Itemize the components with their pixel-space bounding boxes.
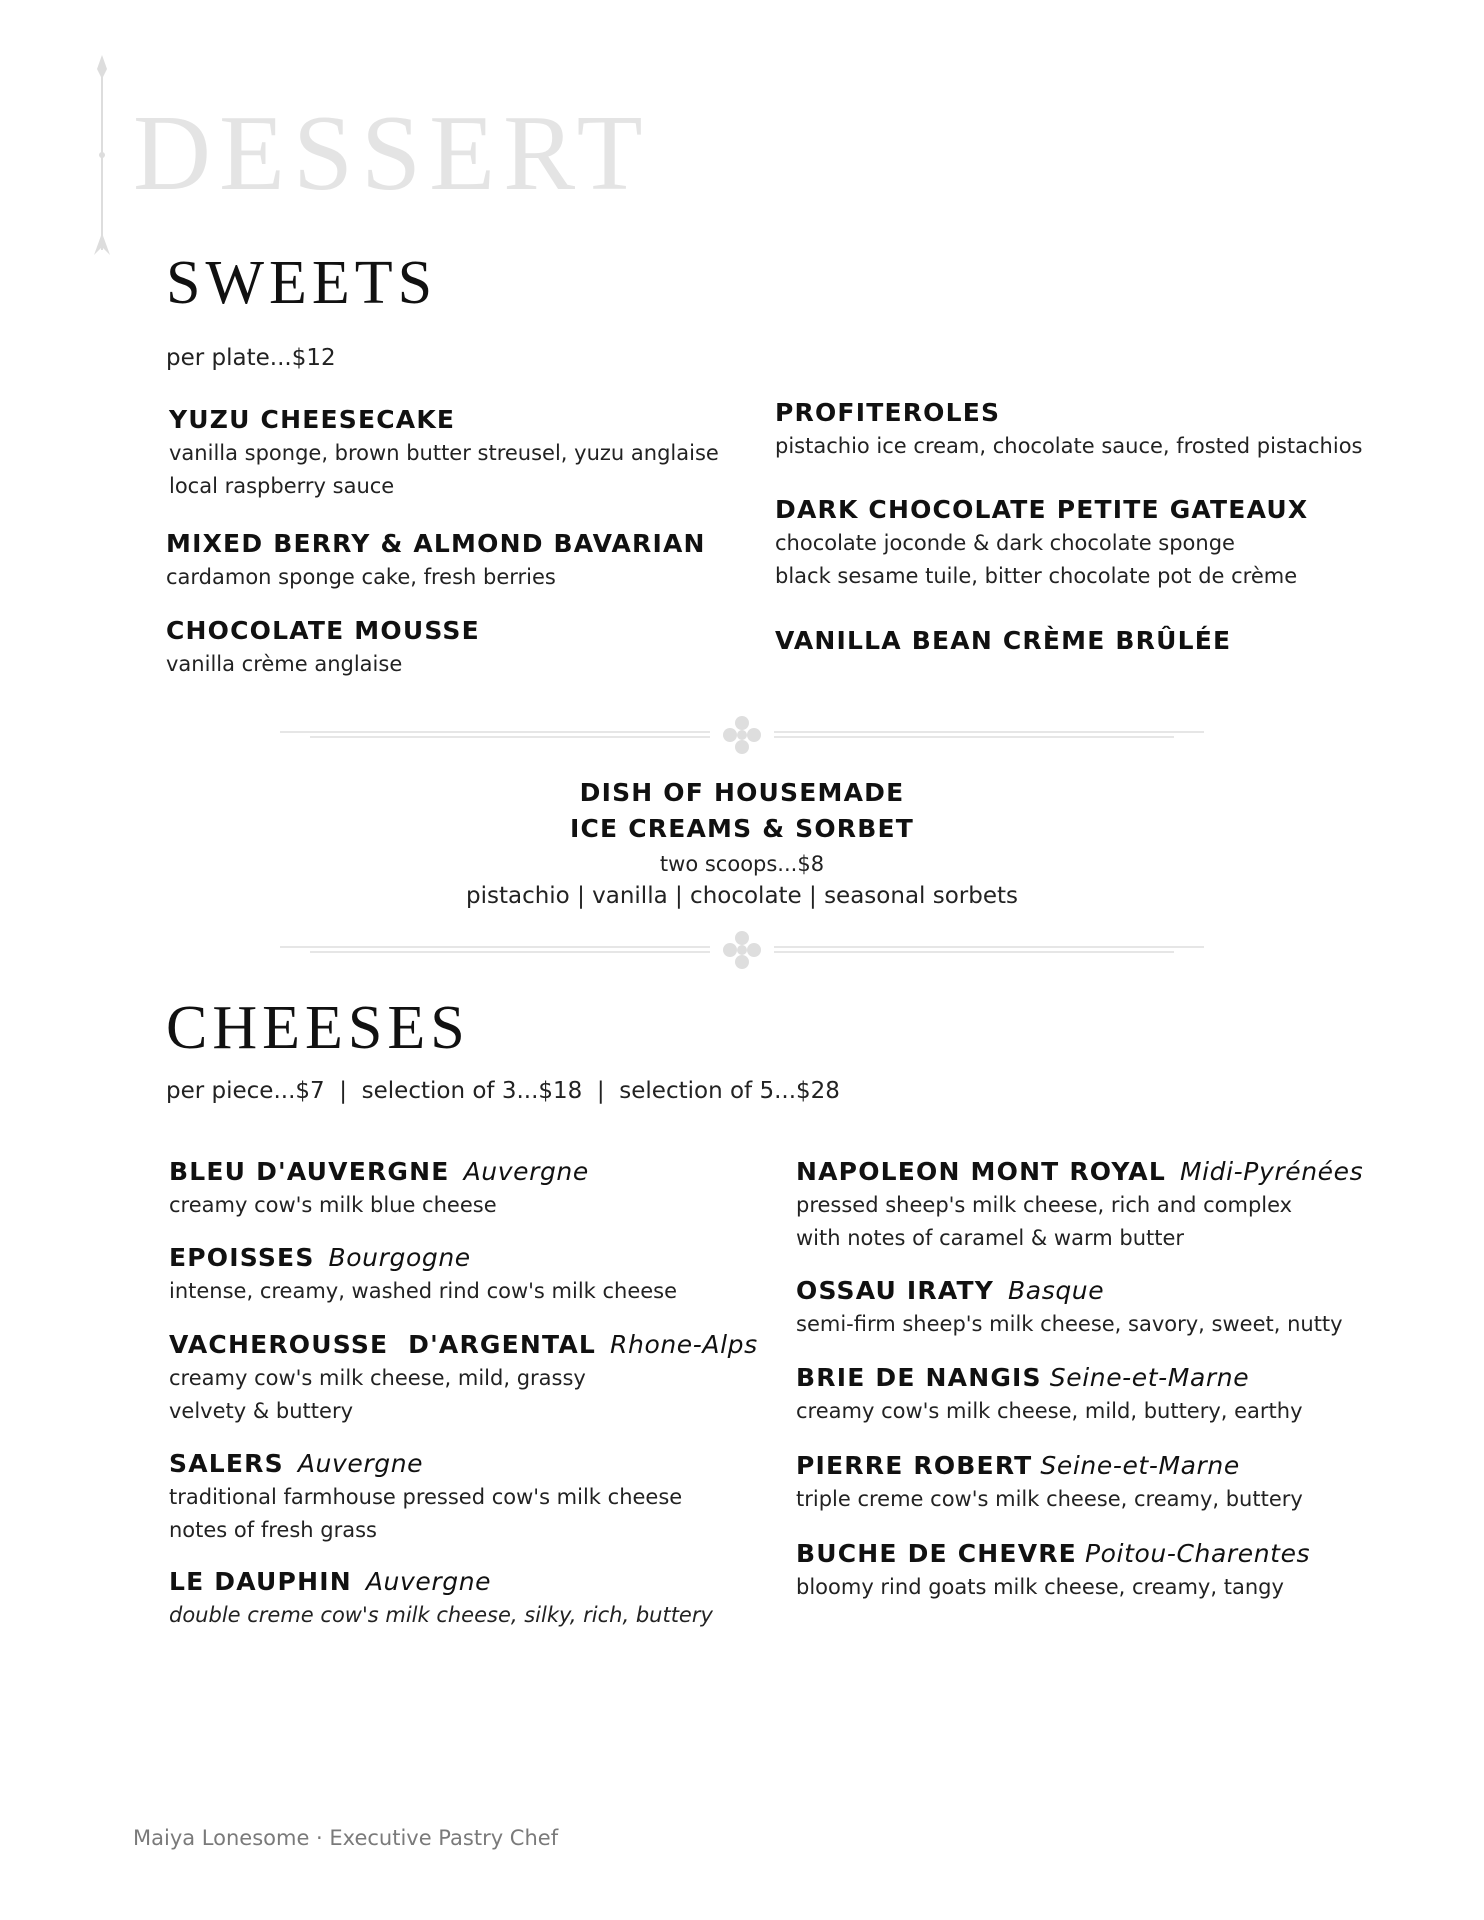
item-desc: local raspberry sauce [169,474,395,498]
ornamental-divider [280,715,1204,755]
menu-item-mixed-berry-bavarian [166,527,706,594]
chef-credit: Maiya Lonesome · Executive Pastry Chef [133,1826,559,1850]
item-desc: traditional farmhouse pressed cow's milk cheese [169,1485,683,1509]
cheese-item-buche-de-chevre [796,1537,1310,1604]
item-region: Midi-Pyrénées [1179,1157,1364,1186]
item-name: MIXED BERRY & ALMOND BAVARIAN [166,529,706,558]
item-region: Seine-et-Marne [1049,1363,1250,1392]
ornamental-divider [280,930,1204,970]
cheese-item-ossau-iraty [796,1274,1343,1341]
item-name: PIERRE ROBERT [796,1451,1033,1480]
item-desc: creamy cow's milk cheese, mild, buttery, earthy [796,1399,1303,1423]
ice-cream-price: two scoops...$8 [659,852,825,876]
item-desc: cardamon sponge cake, fresh berries [166,565,556,589]
item-desc: velvety & buttery [169,1399,354,1423]
cheeses-title: CHEESES [166,994,470,1062]
item-desc: intense, creamy, washed rind cow's milk cheese [169,1279,678,1303]
item-name: VACHEROUSSE D'ARGENTAL [169,1330,597,1359]
item-region: Rhone-Alps [610,1330,758,1359]
item-desc: triple creme cow's milk cheese, creamy, buttery [796,1487,1303,1511]
sweets-title: SWEETS [166,249,438,317]
item-desc: with notes of caramel & warm butter [796,1226,1185,1250]
item-name: OSSAU IRATY [796,1276,995,1305]
item-region: Poitou-Charentes [1084,1539,1311,1568]
menu-item-dark-chocolate-gateaux [775,493,1308,593]
cheese-item-epoisses [169,1241,677,1308]
cheeses-price: per piece...$7 | selection of 3...$18 | selection of 5...$28 [166,1078,840,1104]
menu-item-chocolate-mousse [166,614,480,681]
arrow-ornament [90,55,114,260]
cheese-item-pierre-robert [796,1449,1303,1516]
item-desc: pressed sheep's milk cheese, rich and complex [796,1193,1293,1217]
item-region: Auvergne [297,1449,424,1478]
item-desc: vanilla sponge, brown butter streusel, yuzu anglaise [169,441,719,465]
cheese-item-bleu-dauvergne [169,1155,589,1222]
item-desc: double creme cow's milk cheese, silky, rich, buttery [169,1603,713,1627]
item-name: YUZU CHEESECAKE [169,405,456,434]
item-region: Auvergne [463,1157,589,1186]
item-desc: semi-firm sheep's milk cheese, savory, sweet, nutty [796,1312,1343,1336]
item-region: Bourgogne [328,1243,471,1272]
item-region: Seine-et-Marne [1040,1451,1240,1480]
item-name: SALERS [169,1449,284,1478]
item-name: DARK CHOCOLATE PETITE GATEAUX [775,495,1309,524]
item-name: BLEU D'AUVERGNE [169,1157,450,1186]
item-name: CHOCOLATE MOUSSE [166,616,480,645]
item-name: BRIE DE NANGIS [796,1363,1042,1392]
sweets-price: per plate...$12 [166,345,336,371]
item-desc: creamy cow's milk blue cheese [169,1193,497,1217]
cheese-item-brie-de-nangis [796,1361,1303,1428]
menu-item-yuzu-cheesecake [169,403,719,503]
item-desc: bloomy rind goats milk cheese, creamy, tangy [796,1575,1284,1599]
ice-cream-title-line2: ICE CREAMS & SORBET [569,814,915,843]
ice-cream-title-line1: DISH OF HOUSEMADE [579,778,905,807]
ice-cream-flavors: pistachio | vanilla | chocolate | seasonal sorbets [465,883,1018,909]
item-region: Basque [1008,1276,1105,1305]
item-desc: chocolate joconde & dark chocolate sponge [775,531,1235,555]
item-name: PROFITEROLES [775,398,1001,427]
item-desc: vanilla crème anglaise [166,652,403,676]
item-desc: notes of fresh grass [169,1518,377,1542]
dessert-watermark: DESSERT [133,94,651,213]
item-name: VANILLA BEAN CRÈME BRÛLÉE [775,626,1232,655]
cheese-item-le-dauphin [169,1565,713,1632]
item-desc: pistachio ice cream, chocolate sauce, frosted pistachios [775,434,1363,458]
item-name: LE DAUPHIN [169,1567,352,1596]
item-name: BUCHE DE CHEVRE [796,1539,1077,1568]
item-region: Auvergne [365,1567,492,1596]
cheese-item-salers [169,1447,682,1547]
cheese-item-vacherousse [169,1328,758,1428]
item-desc: creamy cow's milk cheese, mild, grassy [169,1366,586,1390]
menu-item-creme-brulee [775,624,1231,658]
item-desc: black sesame tuile, bitter chocolate pot de crème [775,564,1298,588]
item-name: EPOISSES [169,1243,315,1272]
cheese-item-napoleon-mont-royal [796,1155,1363,1255]
item-name: NAPOLEON MONT ROYAL [796,1157,1166,1186]
menu-item-profiteroles [775,396,1362,463]
